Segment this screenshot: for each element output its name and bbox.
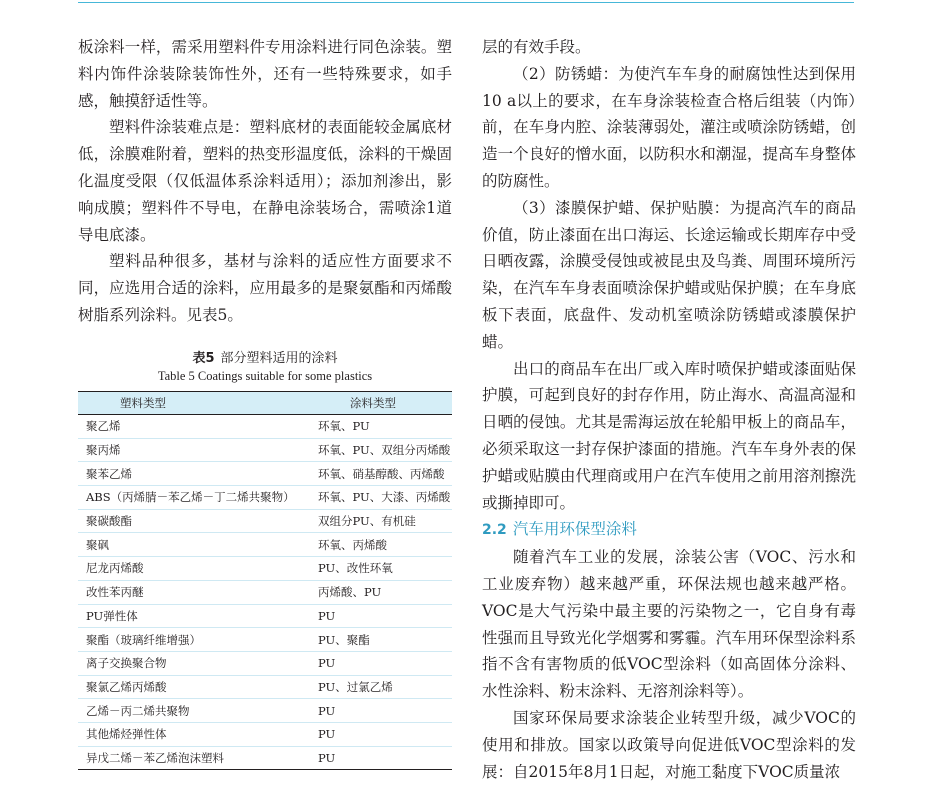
cell-plastic-type: 其他烯烃弹性体 [78, 722, 308, 746]
cell-coating-type: 环氧、丙烯酸 [308, 533, 452, 557]
cell-coating-type: 环氧、PU、大漆、丙烯酸 [308, 486, 452, 510]
table-row [78, 486, 452, 510]
table-row [78, 628, 452, 652]
right-paragraph-2: （3）漆膜保护蜡、保护贴膜：为提高汽车的商品价值，防止漆面在出口海运、长途运输或长期库存中受日晒夜露，涂膜受侵蚀或被昆虫及鸟粪、周围环境所污染，在汽车车身表面喷涂保护蜡或贴保护膜；在车身底板下表面，底盘件、发动机室喷涂防锈蜡或漆膜保护蜡。 [482, 198, 856, 351]
cell-plastic-type: PU弹性体 [78, 604, 308, 628]
left-paragraph-3: 塑料品种很多，基材与涂料的适应性方面要求不同，应选用合适的涂料，应用最多的是聚氨酯和丙烯酸树脂系列涂料。见表5。 [78, 252, 452, 324]
cell-plastic-type: 尼龙丙烯酸 [78, 557, 308, 581]
right-paragraph-5: 国家环保局要求涂装企业转型升级，减少VOC的使用和排放。国家以政策导向促进低VOC型涂料的发展：自2015年8月1日起，对施工黏度下VOC质量浓 [482, 708, 856, 781]
cell-coating-type: PU [308, 699, 452, 723]
cell-plastic-type: 聚砜 [78, 533, 308, 557]
cell-coating-type: 双组分PU、有机硅 [308, 509, 452, 533]
cell-plastic-type: 聚氯乙烯丙烯酸 [78, 675, 308, 699]
right-column [482, 34, 856, 785]
right-paragraph-3: 出口的商品车在出厂或入库时喷保护蜡或漆面贴保护膜，可起到良好的封存作用，防止海水、高温高湿和日晒的侵蚀。尤其是需海运放在轮船甲板上的商品车，必须采取这一封存保护漆面的措施。汽车车身外表的保护蜡或贴膜由代理商或用户在汽车使用之前用溶剂擦洗或撕掉即可。 [482, 359, 856, 512]
table-number: 表5 [192, 351, 215, 366]
cell-coating-type: 环氧、硝基醇酸、丙烯酸 [308, 462, 452, 486]
cell-coating-type: PU [308, 604, 452, 628]
table-caption-en: Table 5 Coatings suitable for some plastics [157, 369, 373, 383]
table-row [78, 533, 452, 557]
table-row [78, 651, 452, 675]
right-paragraph-4: 随着汽车工业的发展，涂装公害（VOC、污水和工业废弃物）越来越严重，环保法规也越来越严格。VOC是大气污染中最主要的污染物之一，它自身有毒性强而且导致光化学烟雾和雾霾。汽车用环保型涂料系指不含有害物质的低VOC型涂料（如高固体分涂料、水性涂料、粉末涂料、无溶剂涂料等）。 [482, 548, 856, 701]
coatings-table [78, 391, 452, 770]
table-row [78, 462, 452, 486]
table-row [78, 438, 452, 462]
cell-plastic-type: 聚苯乙烯 [78, 462, 308, 486]
cell-coating-type: PU、聚酯 [308, 628, 452, 652]
table-row [78, 604, 452, 628]
table-row [78, 699, 452, 723]
table-row [78, 722, 452, 746]
cell-coating-type: 丙烯酸、PU [308, 580, 452, 604]
cell-coating-type: PU [308, 651, 452, 675]
section-title: 汽车用环保型涂料 [512, 520, 637, 539]
left-column [78, 34, 452, 329]
header-plastic-type: 塑料类型 [78, 392, 308, 415]
right-paragraph-0: 层的有效手段。 [482, 38, 591, 56]
top-rule [78, 2, 854, 3]
section-heading-2-2 [482, 516, 856, 544]
table-row [78, 580, 452, 604]
left-paragraph-1: 板涂料一样，需采用塑料件专用涂料进行同色涂装。塑料内饰件涂装除装饰性外，还有一些特殊要求，如手感，触摸舒适性等。 [78, 38, 452, 110]
cell-coating-type: 环氧、PU [308, 415, 452, 439]
cell-coating-type: PU [308, 722, 452, 746]
cell-plastic-type: 聚酯（玻璃纤维增强） [78, 628, 308, 652]
left-paragraph-2: 塑料件涂装难点是：塑料底材的表面能较金属底材低，涂膜难附着，塑料的热变形温度低，涂料的干燥固化温度受限（仅低温体系涂料适用）；添加剂渗出，影响成膜；塑料件不导电，在静电涂装场合，需喷涂1道导电底漆。 [78, 118, 452, 244]
cell-plastic-type: 异戊二烯－苯乙烯泡沫塑料 [78, 746, 308, 770]
table-header-row [78, 392, 452, 415]
cell-plastic-type: ABS（丙烯腈－苯乙烯－丁二烯共聚物） [78, 486, 308, 510]
section-number: 2.2 [482, 522, 507, 539]
table-row [78, 746, 452, 770]
header-coating-type: 涂料类型 [308, 392, 452, 415]
cell-coating-type: 环氧、PU、双组分丙烯酸 [308, 438, 452, 462]
cell-plastic-type: 改性苯丙醚 [78, 580, 308, 604]
cell-plastic-type: 聚丙烯 [78, 438, 308, 462]
table-5 [78, 350, 452, 770]
cell-coating-type: PU、过氯乙烯 [308, 675, 452, 699]
table-caption-cn [78, 350, 452, 368]
table-row [78, 415, 452, 439]
cell-plastic-type: 聚碳酸酯 [78, 509, 308, 533]
cell-plastic-type: 乙烯－丙二烯共聚物 [78, 699, 308, 723]
cell-coating-type: PU、改性环氧 [308, 557, 452, 581]
table-row [78, 557, 452, 581]
cell-plastic-type: 聚乙烯 [78, 415, 308, 439]
table-row [78, 675, 452, 699]
cell-plastic-type: 离子交换聚合物 [78, 651, 308, 675]
table-row [78, 509, 452, 533]
right-paragraph-1: （2）防锈蜡：为使汽车车身的耐腐蚀性达到保用10 a以上的要求，在车身涂装检查合格后组装（内饰）前，在车身内腔、涂装薄弱处，灌注或喷涂防锈蜡，创造一个良好的憎水面，以防积水和潮湿，提高车身整体的防腐性。 [482, 64, 856, 190]
table-caption-cn-text: 部分塑料适用的涂料 [220, 351, 338, 366]
cell-coating-type: PU [308, 746, 452, 770]
